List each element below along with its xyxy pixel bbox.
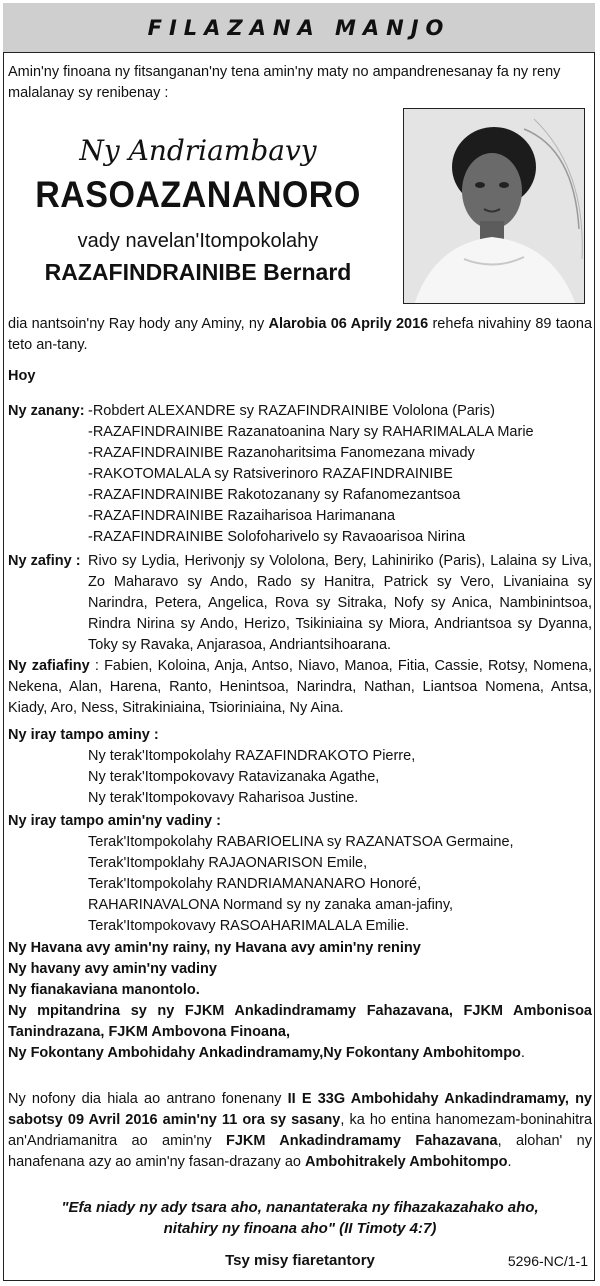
tampo-aminy-label: Ny iray tampo aminy	[8, 727, 150, 743]
fokontany-text: Ny Fokontany Ambohidahy Ankadindramamy,Ny Fokontany Ambohitompo	[8, 1045, 521, 1061]
funeral-text: , alohan' ny hanafenana azy ao amin'ny fasan-drazany ao	[8, 1133, 592, 1170]
hoy-label: Hoy	[8, 368, 36, 384]
list-item: Terak'Itompokolahy RABARIOELINA sy RAZANATSOA Germaine,	[88, 834, 514, 850]
deceased-name: RASOAZANANORO	[35, 174, 361, 215]
bible-quote	[20, 1197, 580, 1239]
notice-header	[3, 3, 595, 53]
zafiafiny-label: Ny zafiafiny	[8, 658, 90, 674]
zafiafiny-paragraph: Ny zafiafiny : Fabien, Koloina, Anja, Antso, Niavo, Manoa, Fitia, Cassie, Rotsy, Nomena, Nekena, Alan, Harena, Ranto, Henintsoa, Narindra, Nathan, Liantsoa Nomena, Antsa, Kiady, Aro, Ness, Sitrakiniaina, Tsioriniaina, Ny Aina.	[8, 658, 592, 716]
list-item: Ny havany avy amin'ny vadiny	[8, 961, 217, 977]
tampo-vadiny-list	[88, 832, 514, 937]
funeral-text: .	[507, 1154, 512, 1170]
funeral-church: FJKM Ankadindramamy Fahazavana	[225, 1133, 498, 1149]
list-item: RAHARINAVALONA Normand sy ny zanaka aman-jafiny,	[88, 897, 454, 913]
list-item: -Robdert ALEXANDRE sy RAZAFINDRAINIBE Vololona (Paris)	[88, 403, 495, 419]
list-item: Terak'Itompoklahy RAJAONARISON Emile,	[88, 855, 368, 871]
husband-name: RAZAFINDRAINIBE Bernard	[44, 259, 352, 285]
tampo-aminy-label-line: Ny iray tampo aminy :	[8, 727, 159, 743]
footer-reference: 5296-NC/1-1	[507, 1253, 588, 1269]
honorific: Ny Andriambavy	[79, 134, 317, 167]
list-item: Terak'Itompokovavy RASOAHARIMALALA Emilie.	[88, 918, 410, 934]
list-item: Ny terak'Itompokovavy Ratavizanaka Agathe,	[88, 769, 380, 785]
relation-text: vady navelan'Itompokolahy	[77, 230, 319, 252]
list-item: -RAZAFINDRAINIBE Razanoharitsima Fanomezana mivady	[88, 445, 475, 461]
fokontany-line: Ny Fokontany Ambohidahy Ankadindramamy,Ny Fokontany Ambohitompo.	[8, 1045, 525, 1061]
portrait-photo	[403, 108, 585, 304]
list-item: Ny terak'Itompokovavy Raharisoa Justine.	[88, 790, 359, 806]
list-item: -RAZAFINDRAINIBE Rakotozanany sy Rafanomezantsoa	[88, 487, 461, 503]
funeral-tomb: Ambohitrakely Ambohitompo	[305, 1154, 508, 1170]
portrait-photo-icon	[404, 109, 585, 304]
list-item: Ny fianakaviana manontolo.	[8, 982, 200, 998]
list-item: Ny Havana avy amin'ny rainy, ny Havana avy amin'ny reniny	[8, 940, 421, 956]
quote-line: nitahiry ny finoana aho" (II Timoty 4:7)	[163, 1220, 437, 1237]
funeral-address: II E 33G Ambohidahy Ankadindramamy, ny sabotsy 09 Avril 2016 amin'ny 11 ora sy sasany	[8, 1091, 592, 1128]
list-item: -RAKOTOMALALA sy Ratsiverinoro RAZAFINDRAINIBE	[88, 466, 453, 482]
death-text-after: rehefa nivahiny 89 taona teto an-tany.	[8, 316, 593, 353]
tampo-aminy-list	[88, 746, 415, 809]
tampo-vadiny-label: Ny iray tampo amin'ny vadiny	[8, 813, 213, 829]
death-paragraph	[8, 314, 592, 356]
mpitandrina-text: Ny mpitandrina sy ny FJKM Ankadindramamy Fahazavana, FJKM Ambonisoa Tanindrazana, FJKM Ambovona Finoana,	[8, 1003, 592, 1040]
families-list	[8, 938, 421, 1001]
funeral-paragraph	[8, 1089, 592, 1173]
quote-line: "Efa niady ny ady tsara aho, nanantateraka ny fihazakazahako aho,	[61, 1199, 539, 1216]
list-item: -RAZAFINDRAINIBE Solofoharivelo sy Ravaoarisoa Nirina	[88, 529, 466, 545]
list-item: -RAZAFINDRAINIBE Razaiharisoa Harimanana	[88, 508, 396, 524]
list-item: -RAZAFINDRAINIBE Razanatoanina Nary sy RAHARIMALALA Marie	[88, 424, 534, 440]
zafiny-text: Rivo sy Lydia, Herivonjy sy Vololona, Bery, Lahiniriko (Paris), Lalaina sy Liva, Zo Maharavo sy Ando, Rado sy Hanitra, Patrick sy Vero, Livaniaina sy Narindra, Petera, Angelica, Rova sy Sitraka, Nofy sy Anica, Nambinintsoa, Rindra Nirina sy Ando, Herizo, Tsikiniaina sy Miora, Andriantsoa sy Dyanna, Toky sy Ravaka, Anjarasoa, Andriantsihoarana.	[88, 553, 592, 653]
death-text-before: dia nantsoin'ny Ray hody any Aminy, ny	[8, 316, 269, 332]
zafiny-label-line: Ny zafiny :	[8, 553, 81, 569]
funeral-text: , ka ho entina hanomezam-boninahitra an'Andriamanitra ao amin'ny	[8, 1112, 593, 1149]
list-item: Terak'Itompokolahy RANDRIAMANANARO Honoré,	[88, 876, 422, 892]
zafiafiny-text: Fabien, Koloina, Anja, Antso, Niavo, Manoa, Fitia, Cassie, Rotsy, Nomena, Nekena, Alan, Harena, Ranto, Henintsoa, Narindra, Nathan, Liantsoa Nomena, Antsa, Kiady, Aro, Ness, Sitrakiniaina, Tsioriniaina, Ny Aina.	[8, 658, 592, 716]
zanany-label-line: Ny zanany:	[8, 403, 85, 419]
zafiny-label: Ny zafiny	[8, 553, 72, 569]
list-item: Ny terak'Itompokolahy RAZAFINDRAKOTO Pierre,	[88, 748, 416, 764]
intro-text: Amin'ny finoana ny fitsanganan'ny tena amin'ny maty no ampandrenesanay fa ny reny malalanay sy renibenay :	[8, 64, 561, 101]
zanany-list	[88, 401, 534, 548]
notice-title: FILAZANA MANJO	[147, 16, 451, 40]
funeral-text: Ny nofony dia hiala ao antrano fonenany	[8, 1091, 288, 1107]
tampo-vadiny-label-line: Ny iray tampo amin'ny vadiny :	[8, 813, 221, 829]
death-date: Alarobia 06 Aprily 2016	[268, 316, 429, 332]
zanany-label: Ny zanany	[8, 403, 80, 419]
footer-note: Tsy misy fiaretantory	[225, 1252, 375, 1269]
